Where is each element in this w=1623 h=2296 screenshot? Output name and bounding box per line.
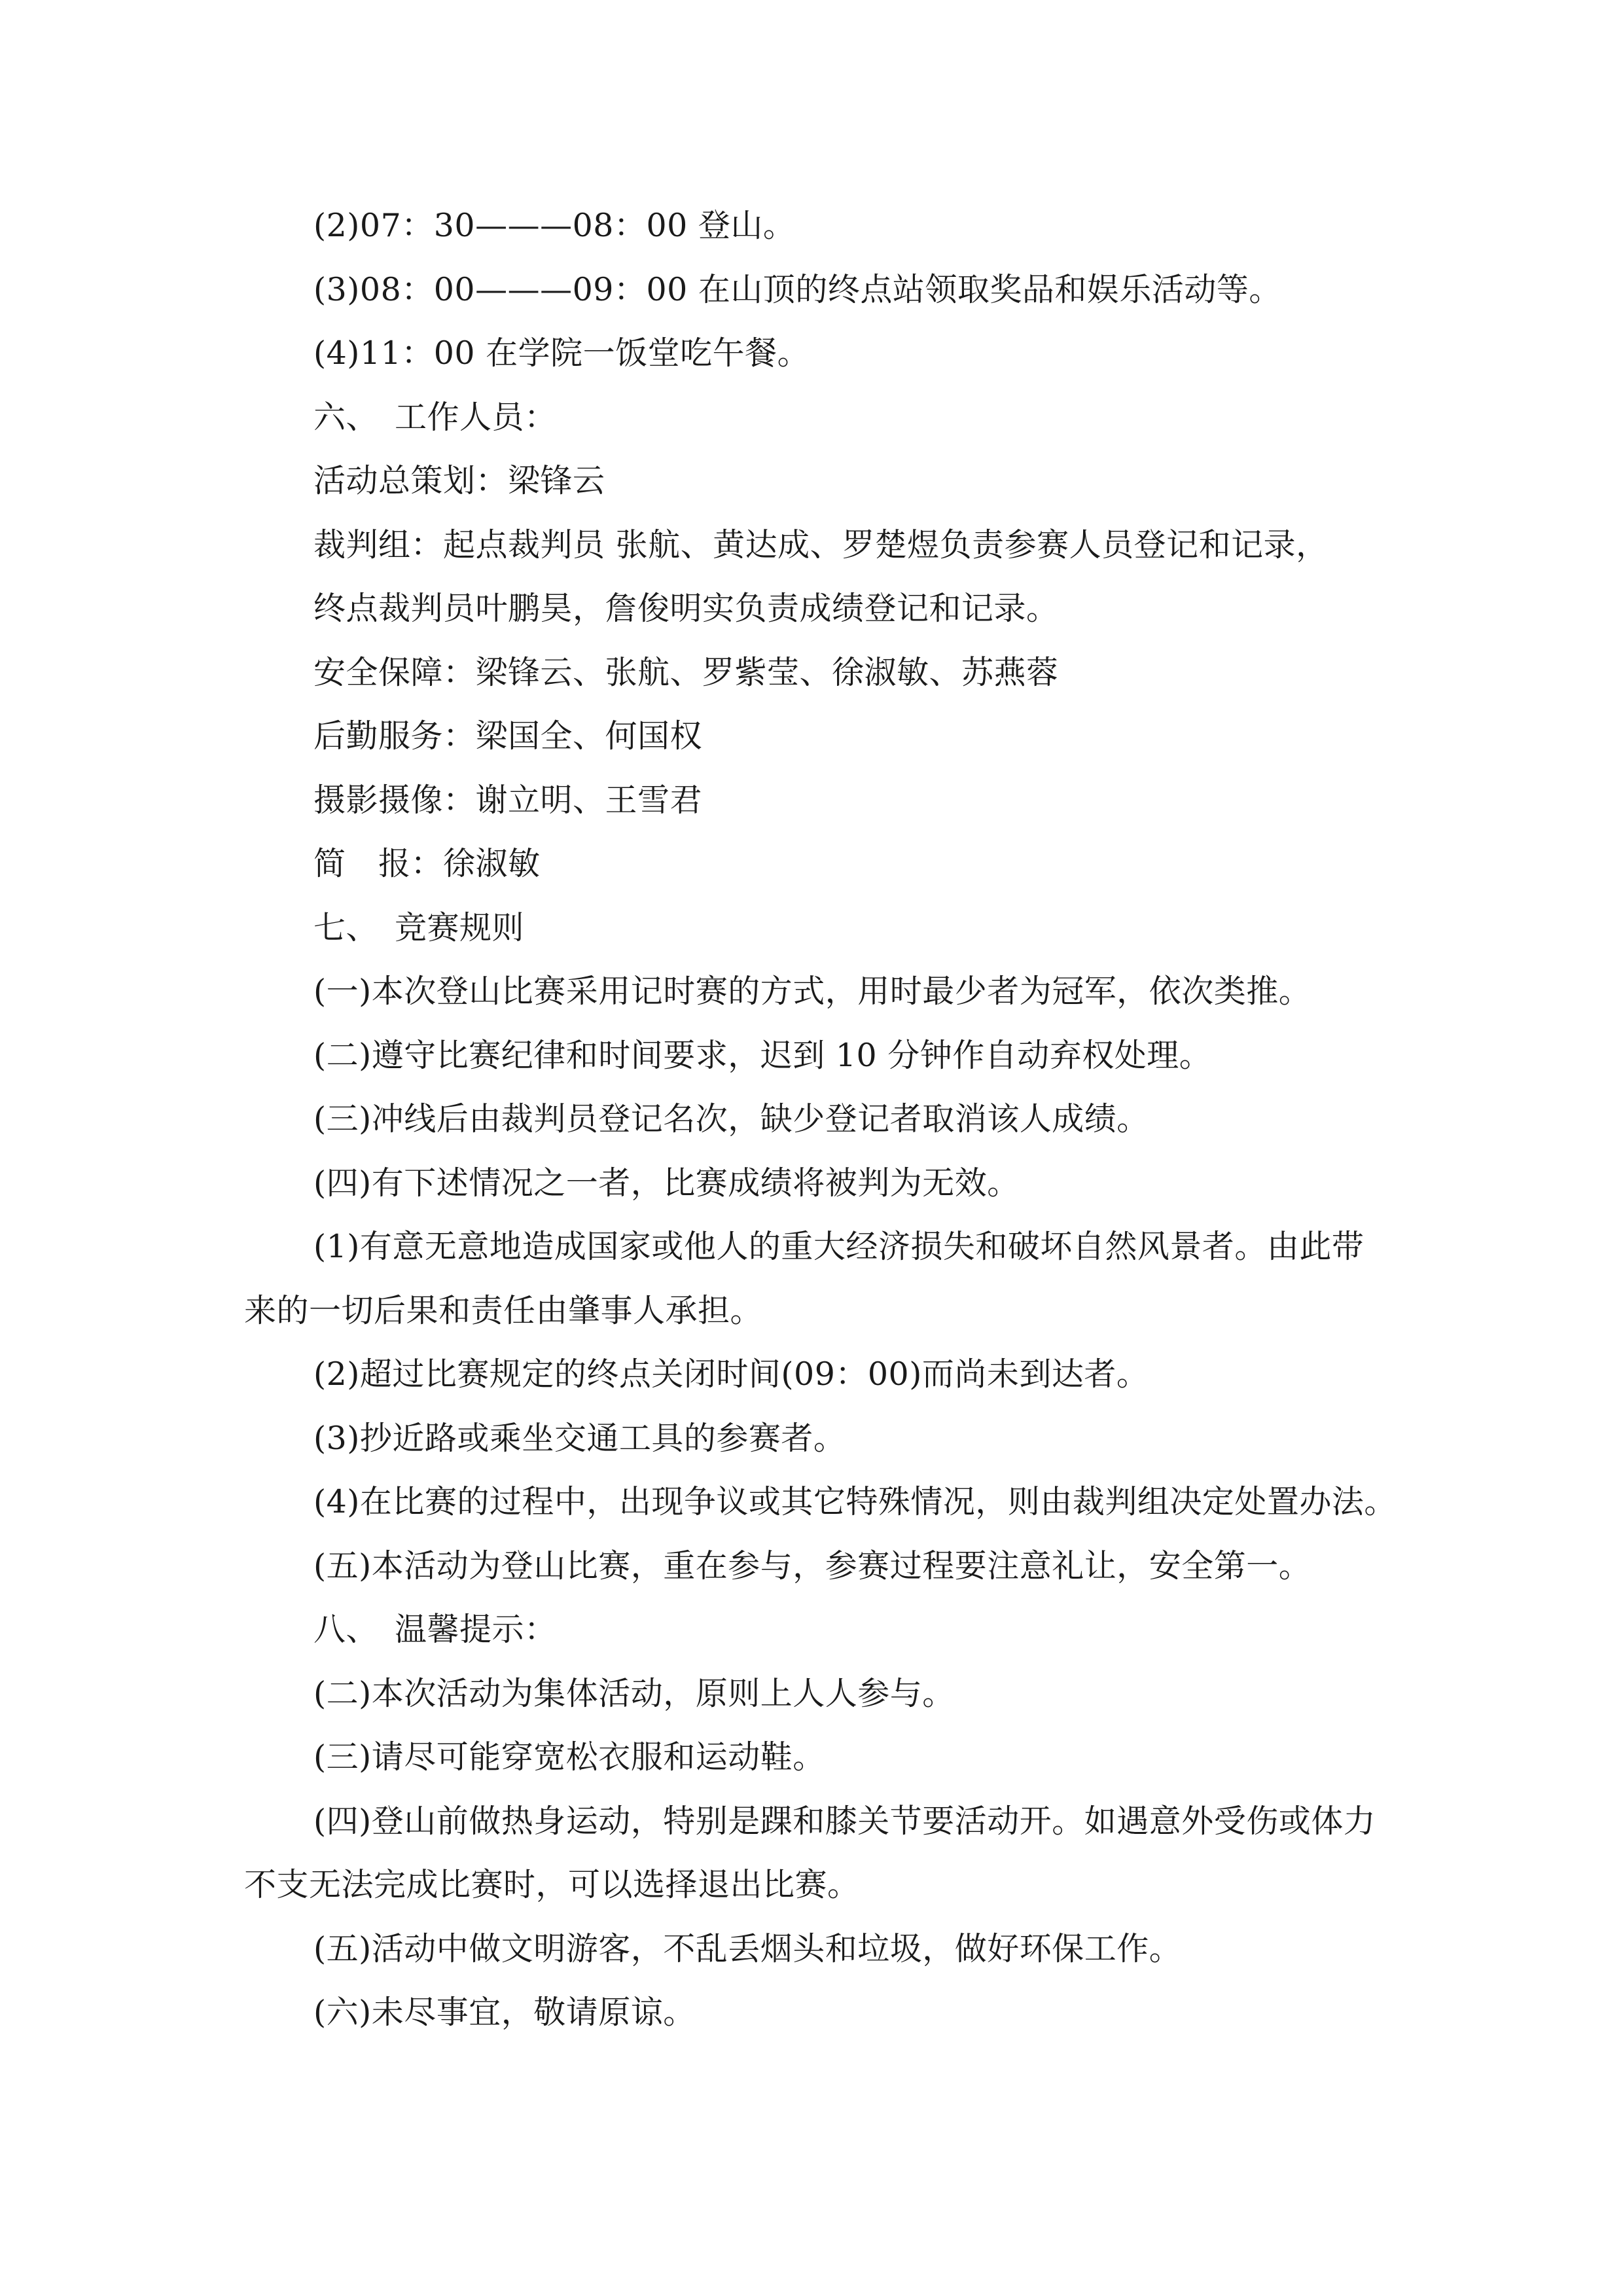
rule-4-item-1-cont: 来的一切后果和责任由肇事人承担。 bbox=[244, 1291, 763, 1329]
section-heading-tips: 八、 温馨提示： bbox=[313, 1611, 557, 1648]
rule-4-item-1: (1)有意无意地造成国家或他人的重大经济损失和破坏自然风景者。由此带 bbox=[313, 1228, 1364, 1265]
tip-6: (六)未尽事宜，敬请原谅。 bbox=[313, 1994, 696, 2031]
rule-2: (二)遵守比赛纪律和时间要求，迟到 10 分钟作自动弃权处理。 bbox=[313, 1036, 1212, 1074]
staff-referees-cont: 终点裁判员叶鹏昊，詹俊明实负责成绩登记和记录。 bbox=[313, 590, 1059, 627]
rule-4-item-3: (3)抄近路或乘坐交通工具的参赛者。 bbox=[313, 1419, 846, 1457]
tip-3: (三)请尽可能穿宽松衣服和运动鞋。 bbox=[313, 1738, 825, 1776]
staff-photography: 摄影摄像：谢立明、王雪君 bbox=[313, 781, 703, 819]
section-heading-staff: 六、 工作人员： bbox=[313, 398, 557, 436]
schedule-item-4: (4)11：00 在学院一饭堂吃午餐。 bbox=[313, 334, 810, 372]
rule-1: (一)本次登山比赛采用记时赛的方式，用时最少者为冠军，依次类推。 bbox=[313, 973, 1311, 1010]
rule-5: (五)本活动为登山比赛，重在参与，参赛过程要注意礼让，安全第一。 bbox=[313, 1547, 1311, 1585]
document-body bbox=[244, 194, 1396, 2045]
rule-4: (四)有下述情况之一者，比赛成绩将被判为无效。 bbox=[313, 1164, 1020, 1202]
staff-briefing: 简 报：徐淑敏 bbox=[313, 845, 541, 882]
section-heading-rules: 七、 竞赛规则 bbox=[313, 908, 525, 946]
tip-4-cont: 不支无法完成比赛时，可以选择退出比赛。 bbox=[244, 1866, 860, 1903]
staff-planner: 活动总策划：梁锋云 bbox=[313, 462, 605, 499]
staff-logistics: 后勤服务：梁国全、何国权 bbox=[313, 717, 703, 755]
staff-referees: 裁判组：起点裁判员 张航、黄达成、罗楚煜负责参赛人员登记和记录， bbox=[313, 526, 1329, 564]
tip-2: (二)本次活动为集体活动，原则上人人参与。 bbox=[313, 1674, 955, 1712]
staff-safety: 安全保障：梁锋云、张航、罗紫莹、徐淑敏、苏燕蓉 bbox=[313, 653, 1059, 691]
rule-4-item-2: (2)超过比赛规定的终点关闭时间(09：00)而尚未到达者。 bbox=[313, 1355, 1149, 1393]
schedule-item-3: (3)08：00———09：00 在山顶的终点站领取奖品和娱乐活动等。 bbox=[313, 270, 1281, 308]
rule-3: (三)冲线后由裁判员登记名次，缺少登记者取消该人成绩。 bbox=[313, 1100, 1149, 1138]
tip-4: (四)登山前做热身运动，特别是踝和膝关节要活动开。如遇意外受伤或体力 bbox=[313, 1802, 1376, 1840]
schedule-item-2: (2)07：30———08：00 登山。 bbox=[313, 207, 796, 244]
tip-5: (五)活动中做文明游客，不乱丢烟头和垃圾，做好环保工作。 bbox=[313, 1929, 1182, 1967]
rule-4-item-4: (4)在比赛的过程中，出现争议或其它特殊情况，则由裁判组决定处置办法。 bbox=[313, 1483, 1397, 1520]
